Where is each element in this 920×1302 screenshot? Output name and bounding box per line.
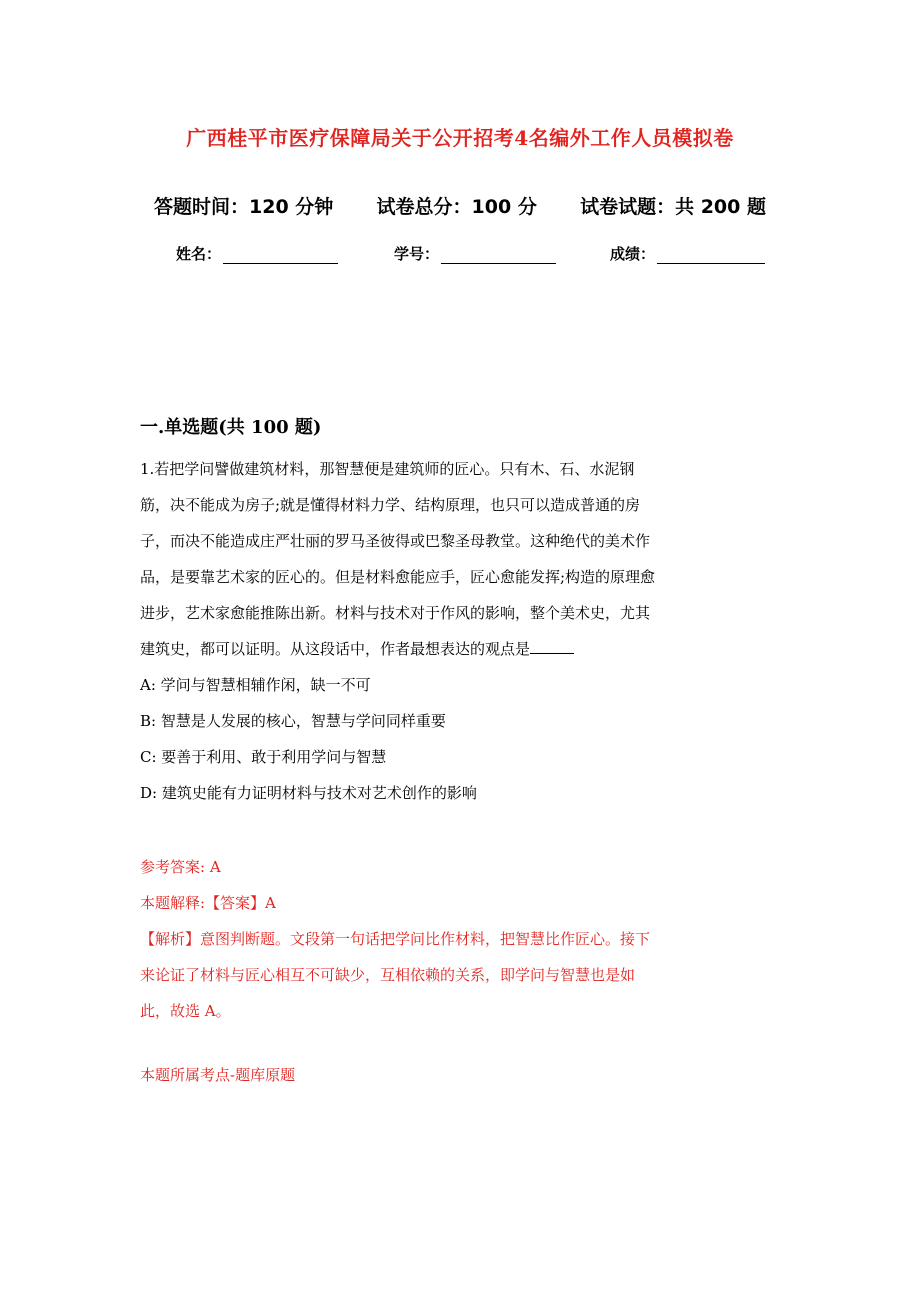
answer-blank <box>530 639 574 654</box>
exam-title: 广西桂平市医疗保障局关于公开招考4名编外工作人员模拟卷 <box>186 126 734 150</box>
question-line: 进步，艺术家愈能推陈出新。材料与技术对于作风的影响，整个美术史，尤其 <box>140 604 651 622</box>
student-id-field[interactable] <box>394 243 556 264</box>
score-blank-line[interactable] <box>657 249 765 264</box>
question-line: 筋，决不能成为房子;就是懂得材料力学、结构原理，也只可以造成普通的房 <box>140 496 641 514</box>
name-field[interactable] <box>176 243 338 264</box>
question-line: 品，是要靠艺术家的匠心的。但是材料愈能应手，匠心愈能发挥;构造的原理愈 <box>140 568 656 586</box>
analysis-line: 此，故选 A。 <box>140 1002 231 1020</box>
reference-answer: 参考答案: A <box>140 858 221 876</box>
option-d[interactable]: D: 建筑史能有力证明材料与技术对艺术创作的影响 <box>140 784 477 802</box>
student-id-blank-line[interactable] <box>441 249 556 264</box>
question-line-text: 建筑史，都可以证明。从这段话中，作者最想表达的观点是 <box>140 640 531 658</box>
question-topic: 本题所属考点-题库原题 <box>140 1066 296 1084</box>
question-line: 子，而决不能造成庄严壮丽的罗马圣彼得或巴黎圣母教堂。这种绝代的美术作 <box>140 532 651 550</box>
name-blank-line[interactable] <box>223 249 338 264</box>
option-b[interactable]: B: 智慧是人发展的核心，智慧与学问同样重要 <box>140 712 446 730</box>
analysis-line: 来论证了材料与匠心相互不可缺少，互相依赖的关系，即学问与智慧也是如 <box>140 966 636 984</box>
total-questions: 试卷试题：共 200 题 <box>580 196 766 218</box>
question-stem <box>140 451 780 667</box>
exam-meta-row <box>0 192 920 219</box>
explanation-title: 本题解释:【答案】A <box>140 894 276 912</box>
answer-block <box>140 849 780 1029</box>
option-c[interactable]: C: 要善于利用、敢于利用学问与智慧 <box>140 748 387 766</box>
option-list <box>140 667 780 811</box>
option-a[interactable]: A: 学问与智慧相辅作闲，缺一不可 <box>140 676 371 694</box>
exam-time: 答题时间：120 分钟 <box>154 196 334 218</box>
score-field[interactable] <box>610 243 765 264</box>
section-heading: 一.单选题(共 100 题) <box>140 417 322 438</box>
score-label: 成绩： <box>610 245 656 263</box>
question-line: 1.若把学问譬做建筑材料，那智慧便是建筑师的匠心。只有木、石、水泥钢 <box>140 460 635 478</box>
name-label: 姓名： <box>176 245 222 263</box>
analysis-line: 【解析】意图判断题。文段第一句话把学问比作材料，把智慧比作匠心。接下 <box>140 930 651 948</box>
total-score: 试卷总分：100 分 <box>376 196 537 218</box>
question-line-last <box>140 631 780 667</box>
student-id-label: 学号： <box>394 245 440 263</box>
